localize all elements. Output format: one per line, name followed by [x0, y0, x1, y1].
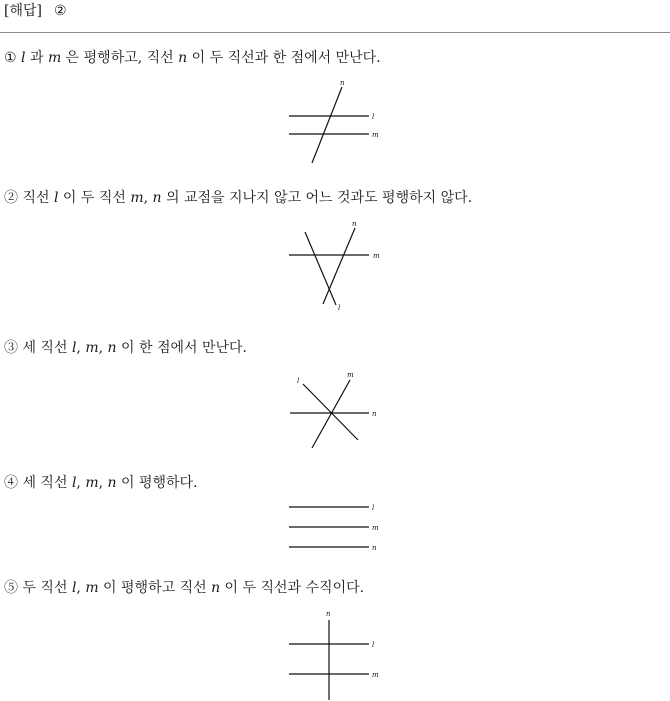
label-l: l	[297, 377, 300, 385]
figure-5	[289, 610, 379, 700]
statement-5: ⑤ 두 직선 l, m 이 평행하고 직선 n 이 두 직선과 수직이다.	[4, 580, 365, 596]
statement-3: ③ 세 직선 l, m, n 이 한 점에서 만난다.	[4, 340, 247, 356]
label-n: n	[372, 410, 377, 418]
label-l: l	[372, 504, 375, 512]
label-l: l	[338, 304, 341, 312]
figure-1	[289, 79, 379, 163]
statement-2: ② 직선 l 이 두 직선 m, n 의 교점을 지나지 않고 어느 것과도 평행하지 않다.	[4, 190, 473, 206]
label-l: l	[372, 641, 375, 649]
label-n: n	[340, 79, 345, 87]
figure-2	[289, 220, 380, 312]
label-n: n	[326, 610, 331, 618]
line-l	[303, 384, 358, 440]
label-m: m	[372, 131, 379, 139]
label-m: m	[373, 252, 380, 260]
figure-4	[289, 504, 379, 552]
label-n: n	[352, 220, 357, 228]
label-l: l	[372, 113, 375, 121]
label-m: m	[372, 671, 379, 679]
label-m: m	[372, 524, 379, 532]
answer-choice: ②	[53, 3, 67, 19]
line-n	[312, 87, 342, 163]
figure-3	[290, 371, 377, 448]
line-l	[305, 232, 336, 305]
line-m	[312, 380, 350, 448]
label-m: m	[347, 371, 354, 379]
label-n: n	[372, 544, 377, 552]
line-n	[323, 228, 355, 304]
answer-label: [해답]	[4, 3, 42, 19]
statement-1: ① l 과 m 은 평행하고, 직선 n 이 두 직선과 한 점에서 만난다.	[4, 50, 381, 66]
statement-4: ④ 세 직선 l, m, n 이 평행하다.	[4, 475, 198, 491]
